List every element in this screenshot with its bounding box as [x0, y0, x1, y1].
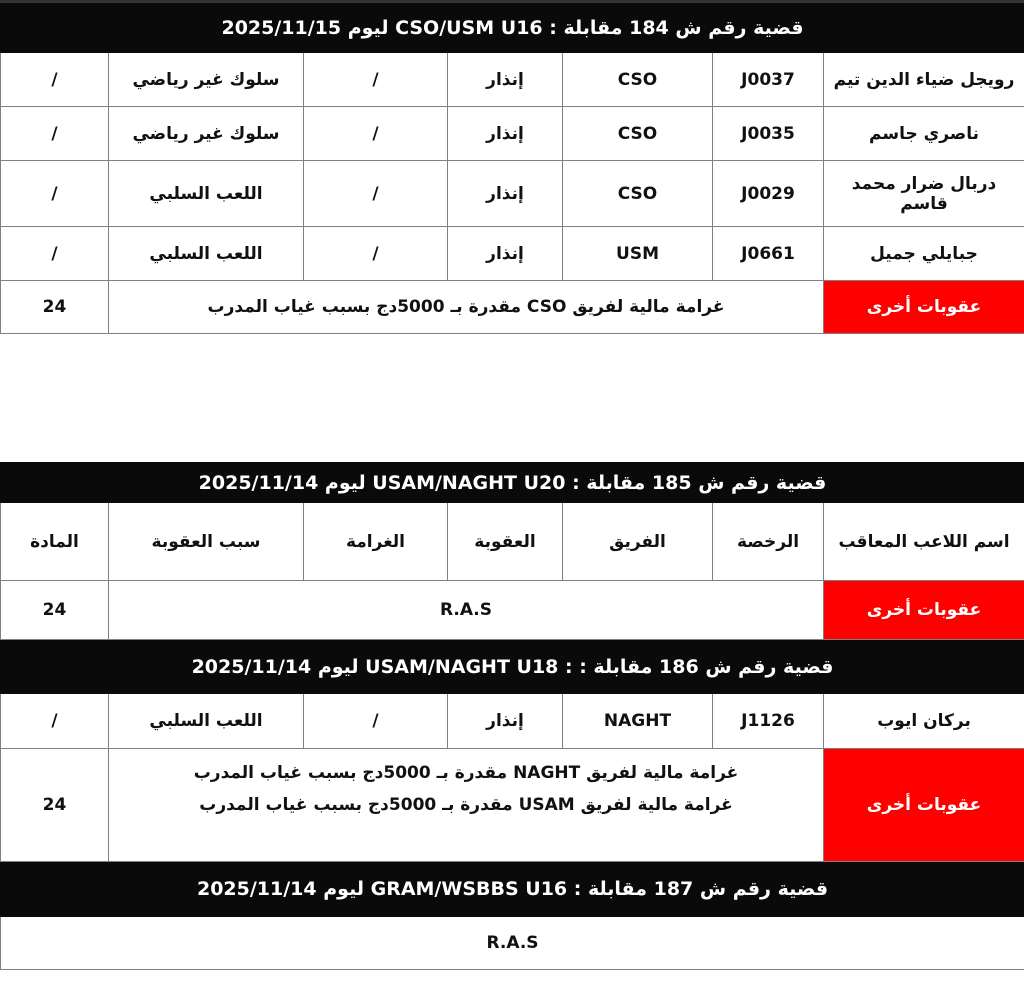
case-title: قضية رقم ش 184 مقابلة : CSO/USM U16 ليوم 2025/11/15: [1, 2, 1024, 53]
column-headers: [1, 503, 1024, 581]
other-article: 24: [1, 749, 109, 862]
other-sanctions-row: [1, 581, 1024, 640]
other-sanctions-label: عقوبات أخرى: [824, 581, 1024, 640]
ras-row: [1, 917, 1024, 970]
penalty: إنذار: [448, 161, 563, 227]
other-sanctions-row: [1, 749, 1024, 862]
reason: سلوك غير رياضي: [109, 107, 304, 161]
reason: اللعب السلبي: [109, 694, 304, 749]
table-row: [1, 107, 1024, 161]
fine: /: [304, 53, 448, 107]
penalty: إنذار: [448, 107, 563, 161]
other-sanctions-row: [1, 281, 1024, 334]
license: J0037: [713, 53, 824, 107]
other-sanctions-text: R.A.S: [109, 581, 824, 640]
other-sanction-1: غرامة مالية لفريق NAGHT مقدرة بـ 5000دج بسبب غياب المدرب: [193, 763, 739, 783]
reason: اللعب السلبي: [109, 227, 304, 281]
cases-185-187-table: [0, 462, 1024, 970]
case-title: قضية رقم ش 187 مقابلة : GRAM/WSBBS U16 ليوم 2025/11/14: [1, 862, 1024, 917]
ras-text: R.A.S: [1, 917, 1024, 970]
penalty: إنذار: [448, 694, 563, 749]
fine: /: [304, 107, 448, 161]
other-article: 24: [1, 281, 109, 334]
player-name: دربال ضرار محمد قاسم: [824, 161, 1024, 227]
col-team: الفريق: [563, 503, 713, 581]
penalty: إنذار: [448, 227, 563, 281]
fine: /: [304, 161, 448, 227]
team: CSO: [563, 161, 713, 227]
team: CSO: [563, 53, 713, 107]
fine: /: [304, 227, 448, 281]
article: /: [1, 161, 109, 227]
license: J0035: [713, 107, 824, 161]
col-player-name: اسم اللاعب المعاقب: [824, 503, 1024, 581]
license: J0661: [713, 227, 824, 281]
article: /: [1, 694, 109, 749]
other-article: 24: [1, 581, 109, 640]
case-title: قضية رقم ش 186 مقابلة : : USAM/NAGHT U18 ليوم 2025/11/14: [1, 640, 1024, 694]
penalty: إنذار: [448, 53, 563, 107]
article: /: [1, 227, 109, 281]
player-name: ناصري جاسم: [824, 107, 1024, 161]
col-fine: الغرامة: [304, 503, 448, 581]
team: CSO: [563, 107, 713, 161]
license: J1126: [713, 694, 824, 749]
article: /: [1, 107, 109, 161]
reason: اللعب السلبي: [109, 161, 304, 227]
col-article: المادة: [1, 503, 109, 581]
other-sanction-2: غرامة مالية لفريق USAM مقدرة بـ 5000دج بسبب غياب المدرب: [199, 795, 733, 815]
team: NAGHT: [563, 694, 713, 749]
other-sanctions-text: غرامة مالية لفريق CSO مقدرة بـ 5000دج بسبب غياب المدرب: [109, 281, 824, 334]
col-license: الرخصة: [713, 503, 824, 581]
other-sanctions-label: عقوبات أخرى: [824, 281, 1024, 334]
fine: /: [304, 694, 448, 749]
col-penalty: العقوبة: [448, 503, 563, 581]
player-name: جبايلي جميل: [824, 227, 1024, 281]
license: J0029: [713, 161, 824, 227]
team: USM: [563, 227, 713, 281]
other-sanctions-label: عقوبات أخرى: [824, 749, 1024, 862]
table-row: [1, 161, 1024, 227]
table-row: [1, 694, 1024, 749]
col-reason: سبب العقوبة: [109, 503, 304, 581]
article: /: [1, 53, 109, 107]
player-name: بركان ايوب: [824, 694, 1024, 749]
case-title: قضية رقم ش 185 مقابلة : USAM/NAGHT U20 ليوم 2025/11/14: [1, 463, 1024, 503]
case-184-table: [0, 0, 1024, 334]
table-row: [1, 227, 1024, 281]
other-sanctions-text: [109, 749, 824, 862]
reason: سلوك غير رياضي: [109, 53, 304, 107]
player-name: رويجل ضياء الدين تيم: [824, 53, 1024, 107]
table-row: [1, 53, 1024, 107]
